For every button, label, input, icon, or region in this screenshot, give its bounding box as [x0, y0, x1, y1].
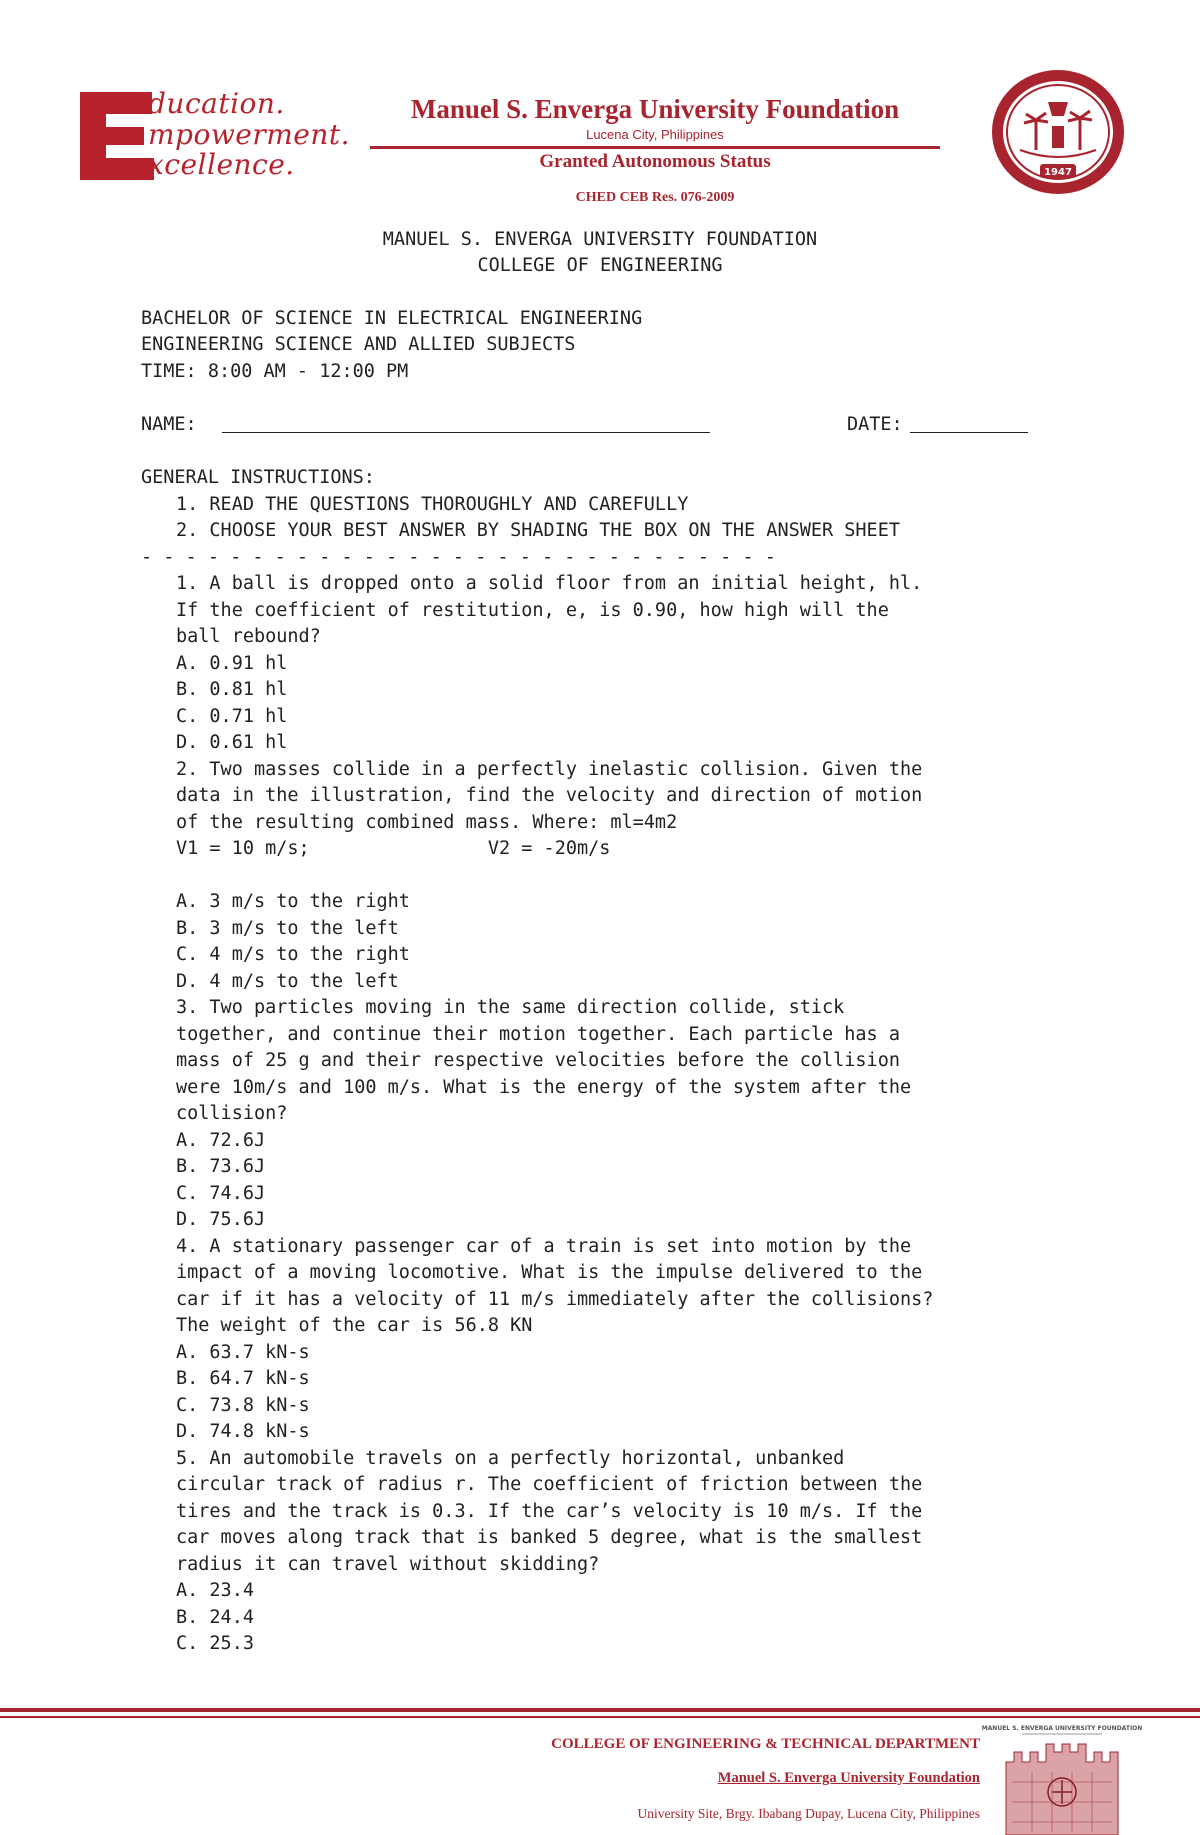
- question-text-line: impact of a moving locomotive. What is the impulse delivered to the: [176, 1262, 923, 1283]
- instruction-item: 1. READ THE QUESTIONS THOROUGHLY AND CAREFULLY: [176, 494, 689, 515]
- answer-choice: D. 4 m/s to the left: [176, 970, 399, 992]
- big-e-logo-icon: [78, 90, 156, 182]
- answer-choice: C. 73.8 kN-s: [176, 1394, 310, 1416]
- question-text-line: mass of 25 g and their respective velocities before the collision: [176, 1050, 900, 1071]
- autonomous-status: Granted Autonomous Status: [539, 151, 771, 172]
- question-stem: 2. Two masses collide in a perfectly inelastic collision. Given the: [176, 758, 923, 780]
- question-text-line: car moves along track that is banked 5 degree, what is the smallest: [176, 1527, 923, 1548]
- exam-time: TIME: 8:00 AM - 12:00 PM: [141, 361, 409, 382]
- answer-choice: C. 0.71 hl: [176, 705, 288, 727]
- answer-choice: D. 0.61 hl: [176, 732, 288, 753]
- footer-address: University Site, Brgy. Ibabang Dupay, Lucena City, Philippines: [637, 1806, 980, 1821]
- question-text-line: together, and continue their motion together. Each particle has a: [176, 1023, 900, 1045]
- question-text-line: If the coefficient of restitution, e, is 0.90, how high will the: [176, 599, 889, 621]
- answer-choice: C. 25.3: [176, 1633, 254, 1654]
- answer-choice: C. 74.6J: [176, 1182, 266, 1204]
- name-label: NAME:: [141, 414, 208, 435]
- footer-rule: [0, 1708, 1200, 1712]
- question-text-line: of the resulting combined mass. Where: ml=4m2: [176, 811, 678, 833]
- question-text-line: The weight of the car is 56.8 KN: [176, 1315, 533, 1336]
- question-text-line: were 10m/s and 100 m/s. What is the energy of the system after the: [176, 1076, 912, 1098]
- question-text-line: car if it has a velocity of 11 m/s immediately after the collisions?: [176, 1288, 934, 1310]
- question-text-line: data in the illustration, find the velocity and direction of motion: [176, 785, 923, 806]
- question-text-line: [176, 863, 1116, 890]
- footer-rule-thin: [0, 1716, 1200, 1718]
- instructions-title: GENERAL INSTRUCTIONS:: [141, 467, 375, 488]
- date-field-line[interactable]: [910, 414, 1028, 433]
- exam-title-college: COLLEGE OF ENGINEERING: [477, 255, 723, 276]
- university-seal-icon: [990, 68, 1126, 196]
- logo-word-empowerment: mpowerment.: [148, 118, 351, 151]
- answer-choice: C. 4 m/s to the right: [176, 944, 410, 965]
- answer-choice: D. 74.8 kN-s: [176, 1421, 310, 1442]
- seal-year: 1947: [1044, 167, 1072, 178]
- exam-title-university: MANUEL S. ENVERGA UNIVERSITY FOUNDATION: [382, 229, 818, 250]
- question-text-line: ball rebound?: [176, 626, 321, 647]
- question-text-line: tires and the track is 0.3. If the car’s velocity is 10 m/s. If the: [176, 1500, 923, 1522]
- question-stem: 1. A ball is dropped onto a solid floor from an initial height, hl.: [176, 573, 923, 594]
- answer-choice: B. 0.81 hl: [176, 679, 288, 700]
- ched-resolution: CHED CEB Res. 076-2009: [575, 190, 735, 205]
- education-logo: [78, 87, 368, 182]
- question-text-line: collision?: [176, 1103, 288, 1124]
- answer-choice: B. 3 m/s to the left: [176, 917, 399, 939]
- answer-choice: A. 72.6J: [176, 1129, 266, 1151]
- instruction-item: 2. CHOOSE YOUR BEST ANSWER BY SHADING THE BOX ON THE ANSWER SHEET: [176, 520, 900, 541]
- answer-choice: A. 3 m/s to the right: [176, 891, 410, 912]
- university-name: Manuel S. Enverga University Foundation: [410, 94, 900, 124]
- masthead-rule: [370, 146, 940, 149]
- question-text-line: V1 = 10 m/s; V2 = -20m/s: [176, 838, 611, 859]
- answer-choice: A. 23.4: [176, 1580, 254, 1601]
- question-stem: 3. Two particles moving in the same direction collide, stick: [176, 997, 845, 1018]
- question-text-line: radius it can travel without skidding?: [176, 1553, 600, 1575]
- exam-program: BACHELOR OF SCIENCE IN ELECTRICAL ENGINEERING: [141, 308, 643, 329]
- castle-logo-icon: [981, 1722, 1143, 1835]
- answer-choice: B. 64.7 kN-s: [176, 1368, 310, 1389]
- logo-word-excellence: xcellence.: [148, 148, 295, 181]
- answer-choice: A. 63.7 kN-s: [176, 1341, 310, 1363]
- answer-choice: B. 24.4: [176, 1606, 254, 1628]
- question-text-line: circular track of radius r. The coefficient of friction between the: [176, 1474, 923, 1495]
- castle-caption: MANUEL S. ENVERGA UNIVERSITY FOUNDATION: [981, 1725, 1143, 1732]
- dashed-separator: - - - - - - - - - - - - - - - - - - - - - - - - - - - - -: [141, 547, 776, 568]
- questions-list: [176, 571, 1116, 1658]
- footer-department: COLLEGE OF ENGINEERING & TECHNICAL DEPARTMENT: [551, 1736, 980, 1752]
- question-stem: 4. A stationary passenger car of a train is set into motion by the: [176, 1235, 912, 1257]
- university-city: Lucena City, Philippines: [586, 127, 724, 142]
- question-stem: 5. An automobile travels on a perfectly horizontal, unbanked: [176, 1447, 845, 1469]
- exam-subject: ENGINEERING SCIENCE AND ALLIED SUBJECTS: [141, 334, 576, 355]
- name-field-line[interactable]: [222, 414, 710, 433]
- answer-choice: B. 73.6J: [176, 1156, 266, 1177]
- answer-choice: D. 75.6J: [176, 1209, 266, 1230]
- logo-word-education: ducation.: [148, 87, 285, 120]
- answer-choice: A. 0.91 hl: [176, 652, 288, 674]
- date-label: DATE:: [847, 414, 903, 435]
- footer-university: Manuel S. Enverga University Foundation: [717, 1770, 980, 1786]
